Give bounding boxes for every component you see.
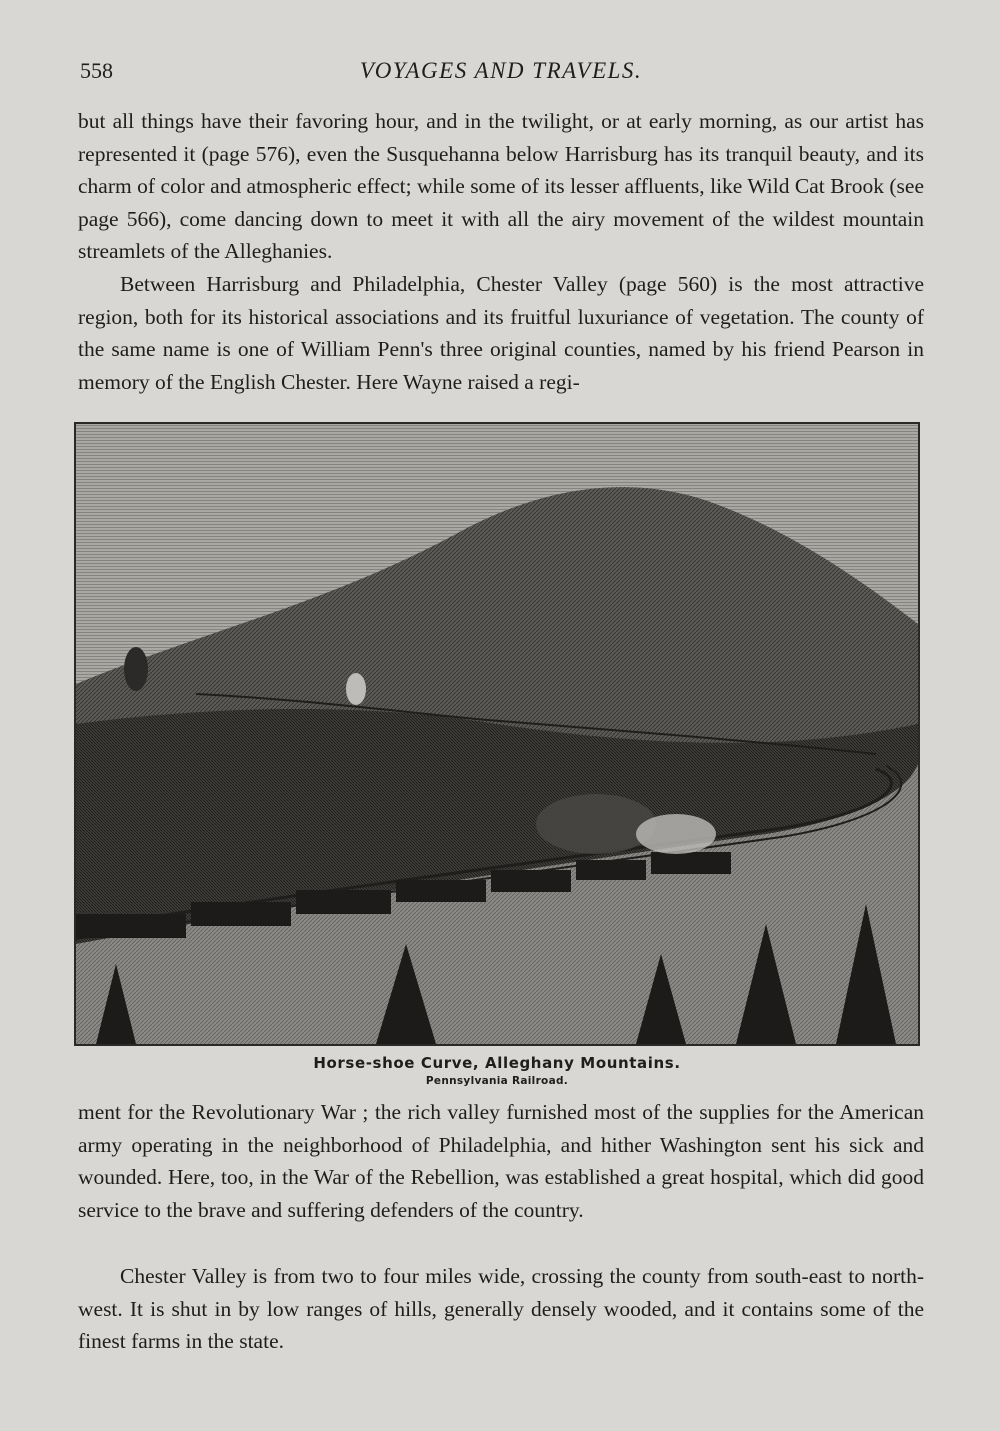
- paragraph-4: Chester Valley is from two to four miles wide, crossing the county from south-east to north-west. It is shut in by low ranges of hills, generally densely wooded, and it contains some of the finest farms in the state.: [78, 1264, 924, 1354]
- page-header: [80, 52, 922, 92]
- paragraph-3: ment for the Revolutionary War ; the rich valley furnished most of the supplies for the American army operating in the neighborhood of Philadelphia, and hither Washington sent his sick and wounded. Here, too, in the War of the Rebellion, was established a great hospital, which did good service to the brave and suffering defenders of the country.: [78, 1100, 924, 1222]
- page-number: 558: [80, 58, 113, 83]
- running-head: VOYAGES AND TRAVELS.: [359, 58, 643, 83]
- engraving-illustration: [74, 422, 920, 1046]
- engraving-artwork: [76, 424, 918, 1044]
- figure-caption-title: Horse-shoe Curve, Alleghany Mountains.: [313, 1054, 681, 1072]
- paragraph-1: but all things have their favoring hour, and in the twilight, or at early morning, as our artist has represented it (page 576), even the Susquehanna below Harrisburg has its tranquil beauty, and its charm of color and atmospheric effect; while some of its lesser affluents, like Wild Cat Brook (see page 566), come dancing down to meet it with all the airy movement of the wildest mountain streamlets of the Alleghanies.: [78, 109, 924, 264]
- paragraph-2: Between Harrisburg and Philadelphia, Chester Valley (page 560) is the most attractive region, both for its historical associations and its fruitful luxuriance of vegetation. The county of the same name is one of William Penn's three original counties, named by his friend Pearson in memory of the English Chester. Here Wayne raised a regi-: [78, 272, 924, 394]
- figure-caption-subtitle: Pennsylvania Railroad.: [425, 1075, 569, 1087]
